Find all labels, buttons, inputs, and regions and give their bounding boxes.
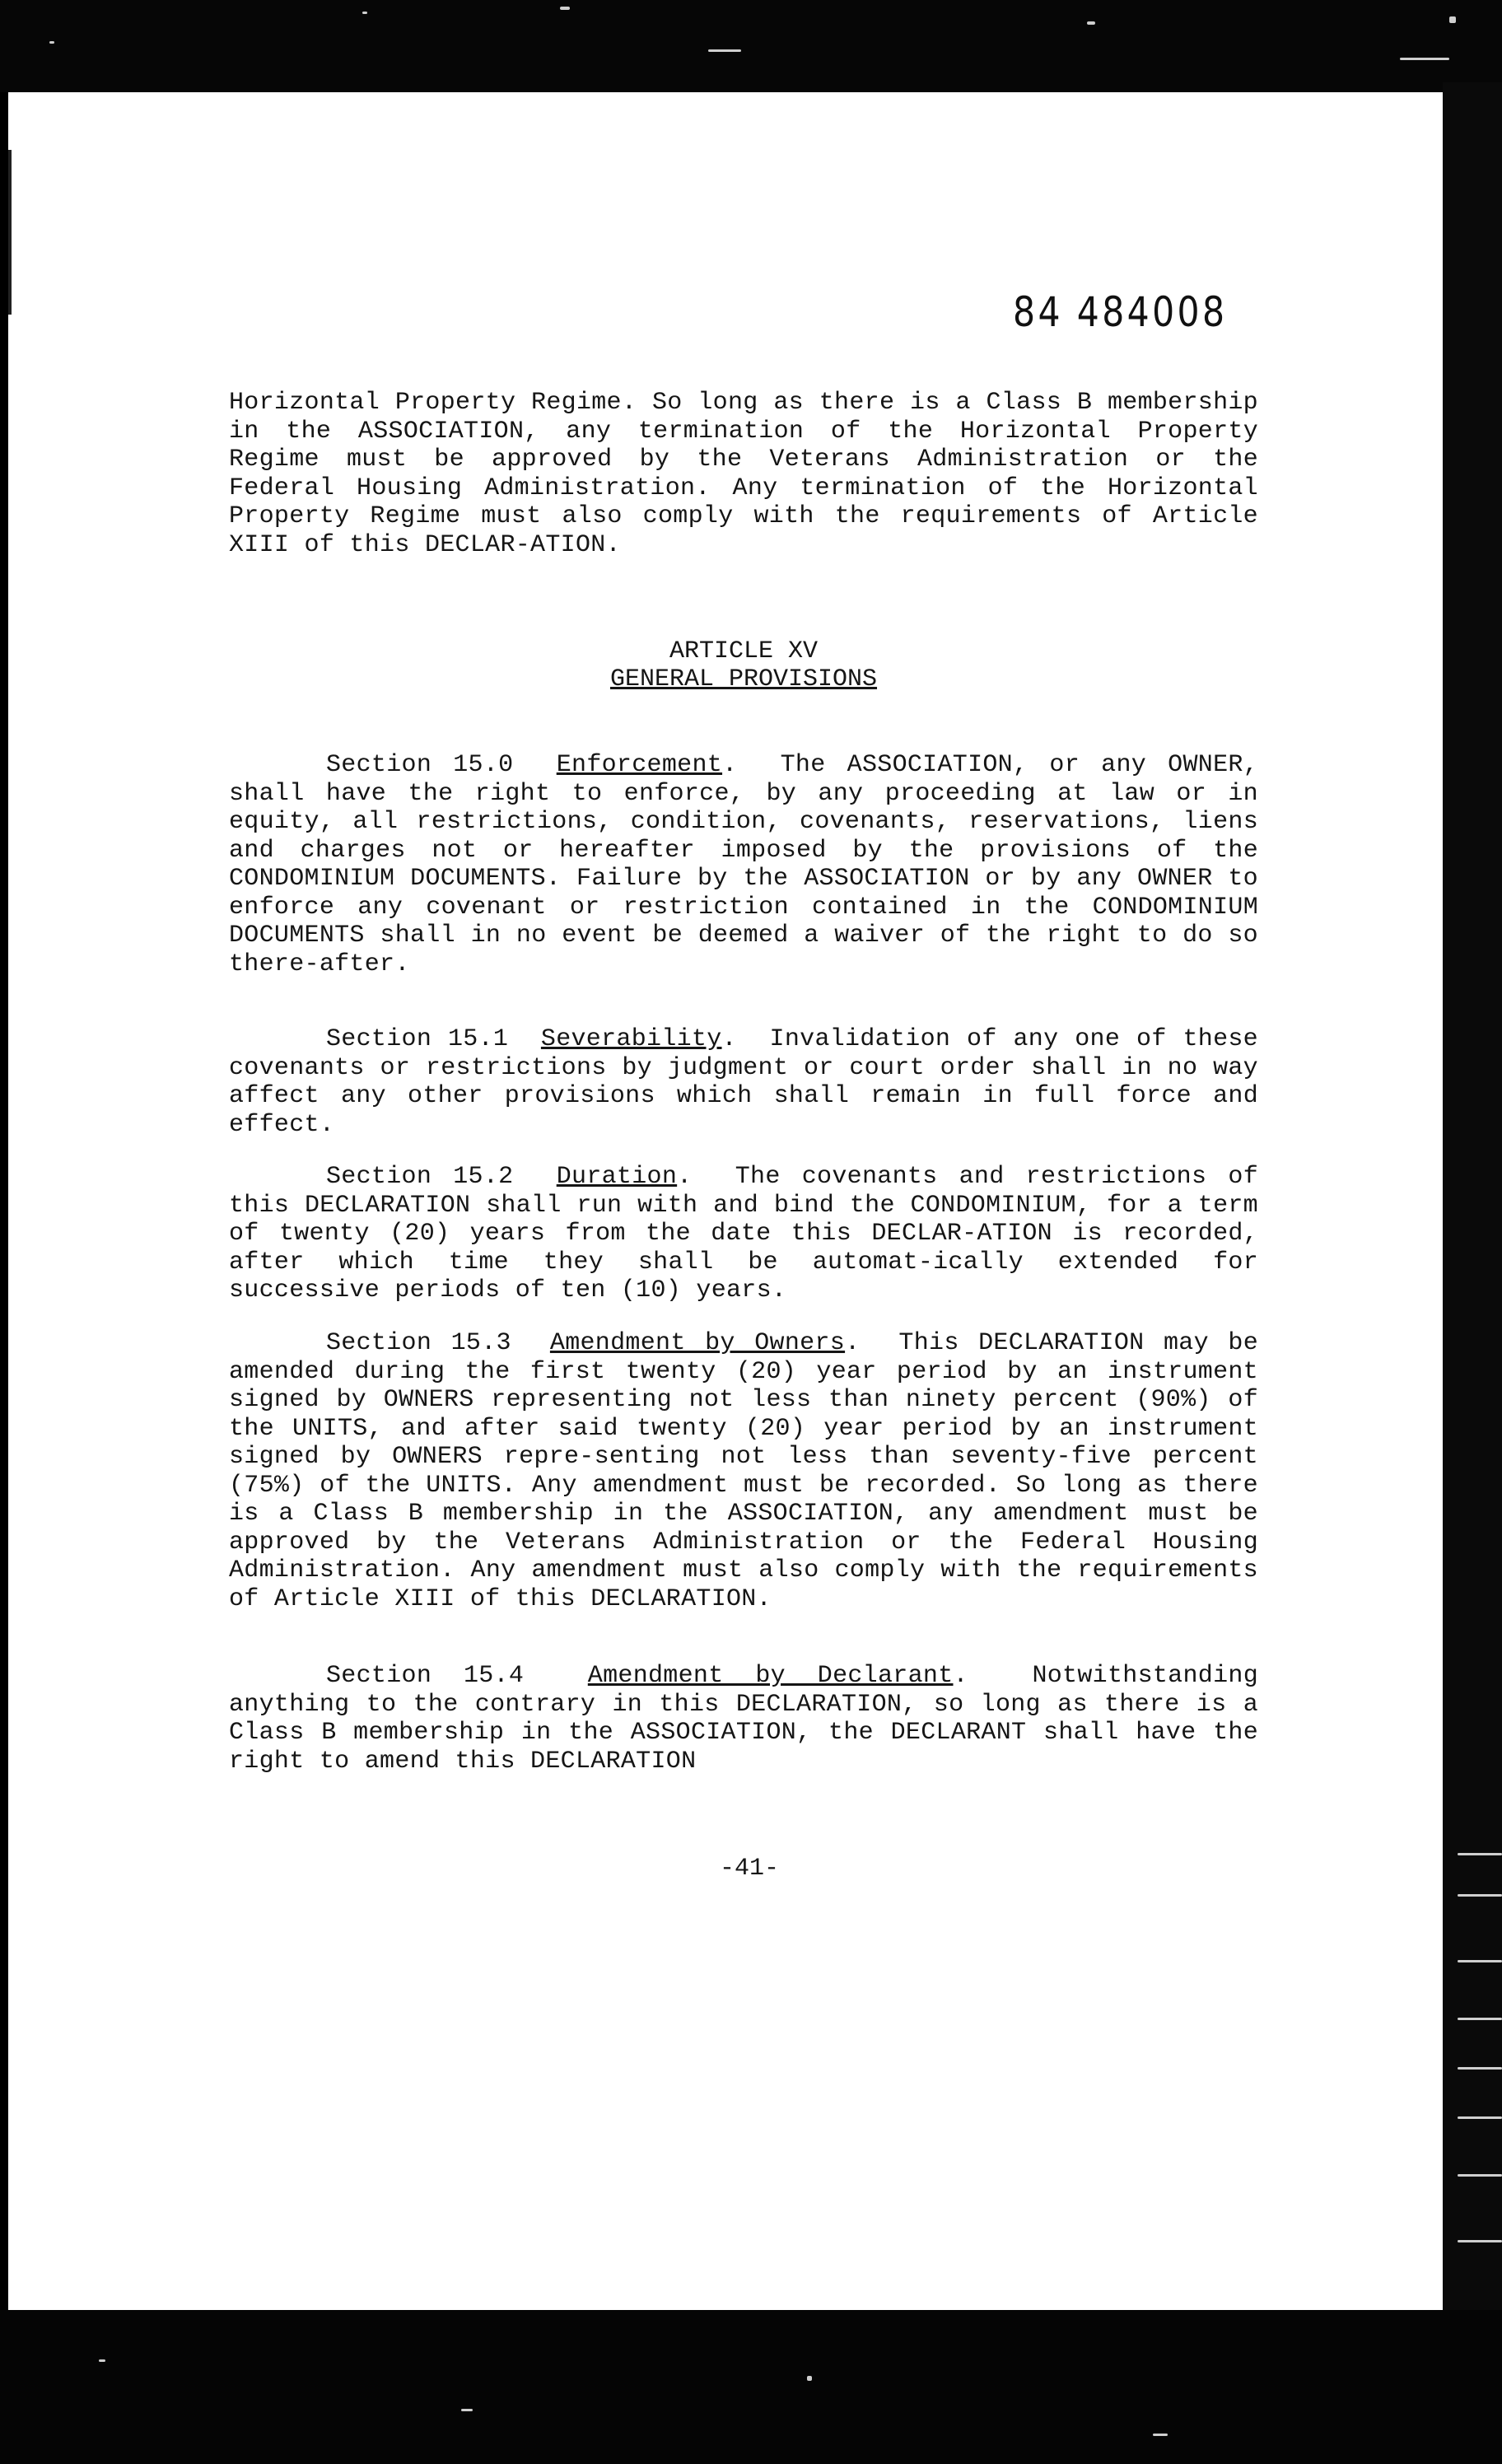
section-text: The ASSOCIATION, or any OWNER, shall have the right to enforce, by any proceeding at law or in equity, all restrictions, condition, covenants, reservations, liens and charges not or hereafter imposed by the provisions of the CONDOMINIUM DOCUMENTS. Failure by the ASSOCIATION or by any OWNER to enforce any covenant or restriction contained in the CONDOMINIUM DOCUMENTS shall in no event be deemed a waiver of the right to do so there-after.: [229, 751, 1258, 978]
scan-speck: [1087, 21, 1095, 25]
scan-speck: [1153, 2434, 1168, 2436]
section-label: Section 15.3: [326, 1329, 511, 1357]
section-15-1: Section 15.1 Severability. Invalidation of any one of these covenants or restrictions by judgment or court order shall in no way affect any other provisions which shall remain in full force and effect.: [229, 1025, 1258, 1139]
scan-border-right: [1443, 82, 1502, 2322]
section-15-4: Section 15.4 Amendment by Declarant. Notwithstanding anything to the contrary in this DECLARATION, so long as there is a Class B membership in the ASSOCIATION, the DECLARANT shall have the right to amend this DECLARATION: [229, 1662, 1258, 1776]
scan-speck: [1458, 1894, 1502, 1897]
section-text: Invalidation of any one of these covenants or restrictions by judgment or court order shall in no way affect any other provisions which shall remain in full force and effect.: [229, 1025, 1258, 1139]
section-label: Section 15.4: [326, 1662, 525, 1690]
section-15-0: Section 15.0 Enforcement. The ASSOCIATION, or any OWNER, shall have the right to enforce, by any proceeding at law or in equity, all restrictions, condition, covenants, reservations, liens and charges not or hereafter imposed by the provisions of the CONDOMINIUM DOCUMENTS. Failure by the ASSOCIATION or by any OWNER to enforce any covenant or restriction contained in the CONDOMINIUM DOCUMENTS shall in no event be deemed a waiver of the right to do so there-after.: [229, 751, 1258, 978]
scan-speck: [1458, 2240, 1502, 2242]
section-title: Enforcement: [556, 751, 723, 779]
scan-speck: [99, 2359, 105, 2362]
scan-speck: [362, 12, 367, 14]
continuation-paragraph: Horizontal Property Regime. So long as there is a Class B membership in the ASSOCIATION, any termination of the Horizontal Property Regime must be approved by the Veterans Administration or the Federal Housing Administration. Any termination of the Horizontal Property Regime must also comply with the requirements of Article XIII of this DECLAR-ATION.: [229, 389, 1258, 559]
section-title: Amendment by Owners: [549, 1329, 846, 1357]
section-text: The covenants and restrictions of this DECLARATION shall run with and bind the CONDOMINIUM, for a term of twenty (20) years from the date this DECLAR-ATION is recorded, after which time they shall be automat-ically extended for successive periods of ten (10) years.: [229, 1163, 1258, 1304]
section-title: Severability: [540, 1025, 722, 1053]
scan-speck: [1458, 1960, 1502, 1962]
section-label: Section 15.0: [326, 751, 514, 779]
scan-speck: [1458, 1853, 1502, 1855]
scan-speck: [708, 49, 741, 52]
scan-border-left: [0, 92, 8, 2316]
section-15-3: Section 15.3 Amendment by Owners. This DECLARATION may be amended during the first twenty (20) year period by an instrument signed by OWNERS representing not less than ninety percent (90%) of the UNITS, and after said twenty (20) year period by an instrument signed by OWNERS repre-senting not less than seventy-five percent (75%) of the UNITS. Any amendment must be recorded. So long as there is a Class B membership in the ASSOCIATION, any amendment must be approved by the Veterans Administration or the Federal Housing Administration. Any amendment must also comply with the requirements of Article XIII of this DECLARATION.: [229, 1329, 1259, 1613]
section-label: Section 15.2: [326, 1163, 514, 1191]
margin-mark: [8, 150, 12, 315]
scan-speck: [461, 2409, 473, 2411]
document-page: [8, 92, 1443, 2310]
scan-speck: [49, 41, 54, 44]
section-title: Duration: [556, 1163, 678, 1191]
section-text: Notwithstanding anything to the contrary in this DECLARATION, so long as there is a Class B membership in the ASSOCIATION, the DECLARANT shall have the right to amend this DECLARATION: [229, 1662, 1258, 1776]
section-text: This DECLARATION may be amended during the first twenty (20) year period by an instrument signed by OWNERS representing not less than ninety percent (90%) of the UNITS, and after said twenty (20) year period by an instrument signed by OWNERS repre-senting not less than seventy-five percent (75%) of the UNITS. Any amendment must be recorded. So long as there is a Class B membership in the ASSOCIATION, any amendment must be approved by the Veterans Administration or the Federal Housing Administration. Any amendment must also comply with the requirements of Article XIII of this DECLARATION.: [229, 1329, 1259, 1613]
section-15-2: Section 15.2 Duration. The covenants and restrictions of this DECLARATION shall run with and bind the CONDOMINIUM, for a term of twenty (20) years from the date this DECLAR-ATION is recorded, after which time they shall be automat-ically extended for successive periods of ten (10) years.: [229, 1163, 1258, 1304]
scan-speck: [1458, 2174, 1502, 2177]
scan-speck: [1458, 2116, 1502, 2119]
article-number: ARTICLE XV: [669, 637, 819, 665]
article-heading: [229, 637, 1258, 693]
section-label: Section 15.1: [326, 1025, 509, 1053]
scan-border-top: [0, 0, 1502, 92]
document-number: 84 484008: [1013, 288, 1228, 336]
scan-speck: [560, 7, 570, 10]
article-title: GENERAL PROVISIONS: [609, 665, 878, 693]
scan-speck: [807, 2376, 812, 2381]
scan-speck: [1458, 2067, 1502, 2070]
scan-speck: [1400, 58, 1449, 60]
scan-speck: [1449, 16, 1456, 23]
page-number: -41-: [719, 1855, 779, 1883]
scan-border-bottom: [0, 2310, 1502, 2464]
scan-speck: [1458, 2018, 1502, 2020]
section-title: Amendment by Declarant: [587, 1662, 954, 1690]
